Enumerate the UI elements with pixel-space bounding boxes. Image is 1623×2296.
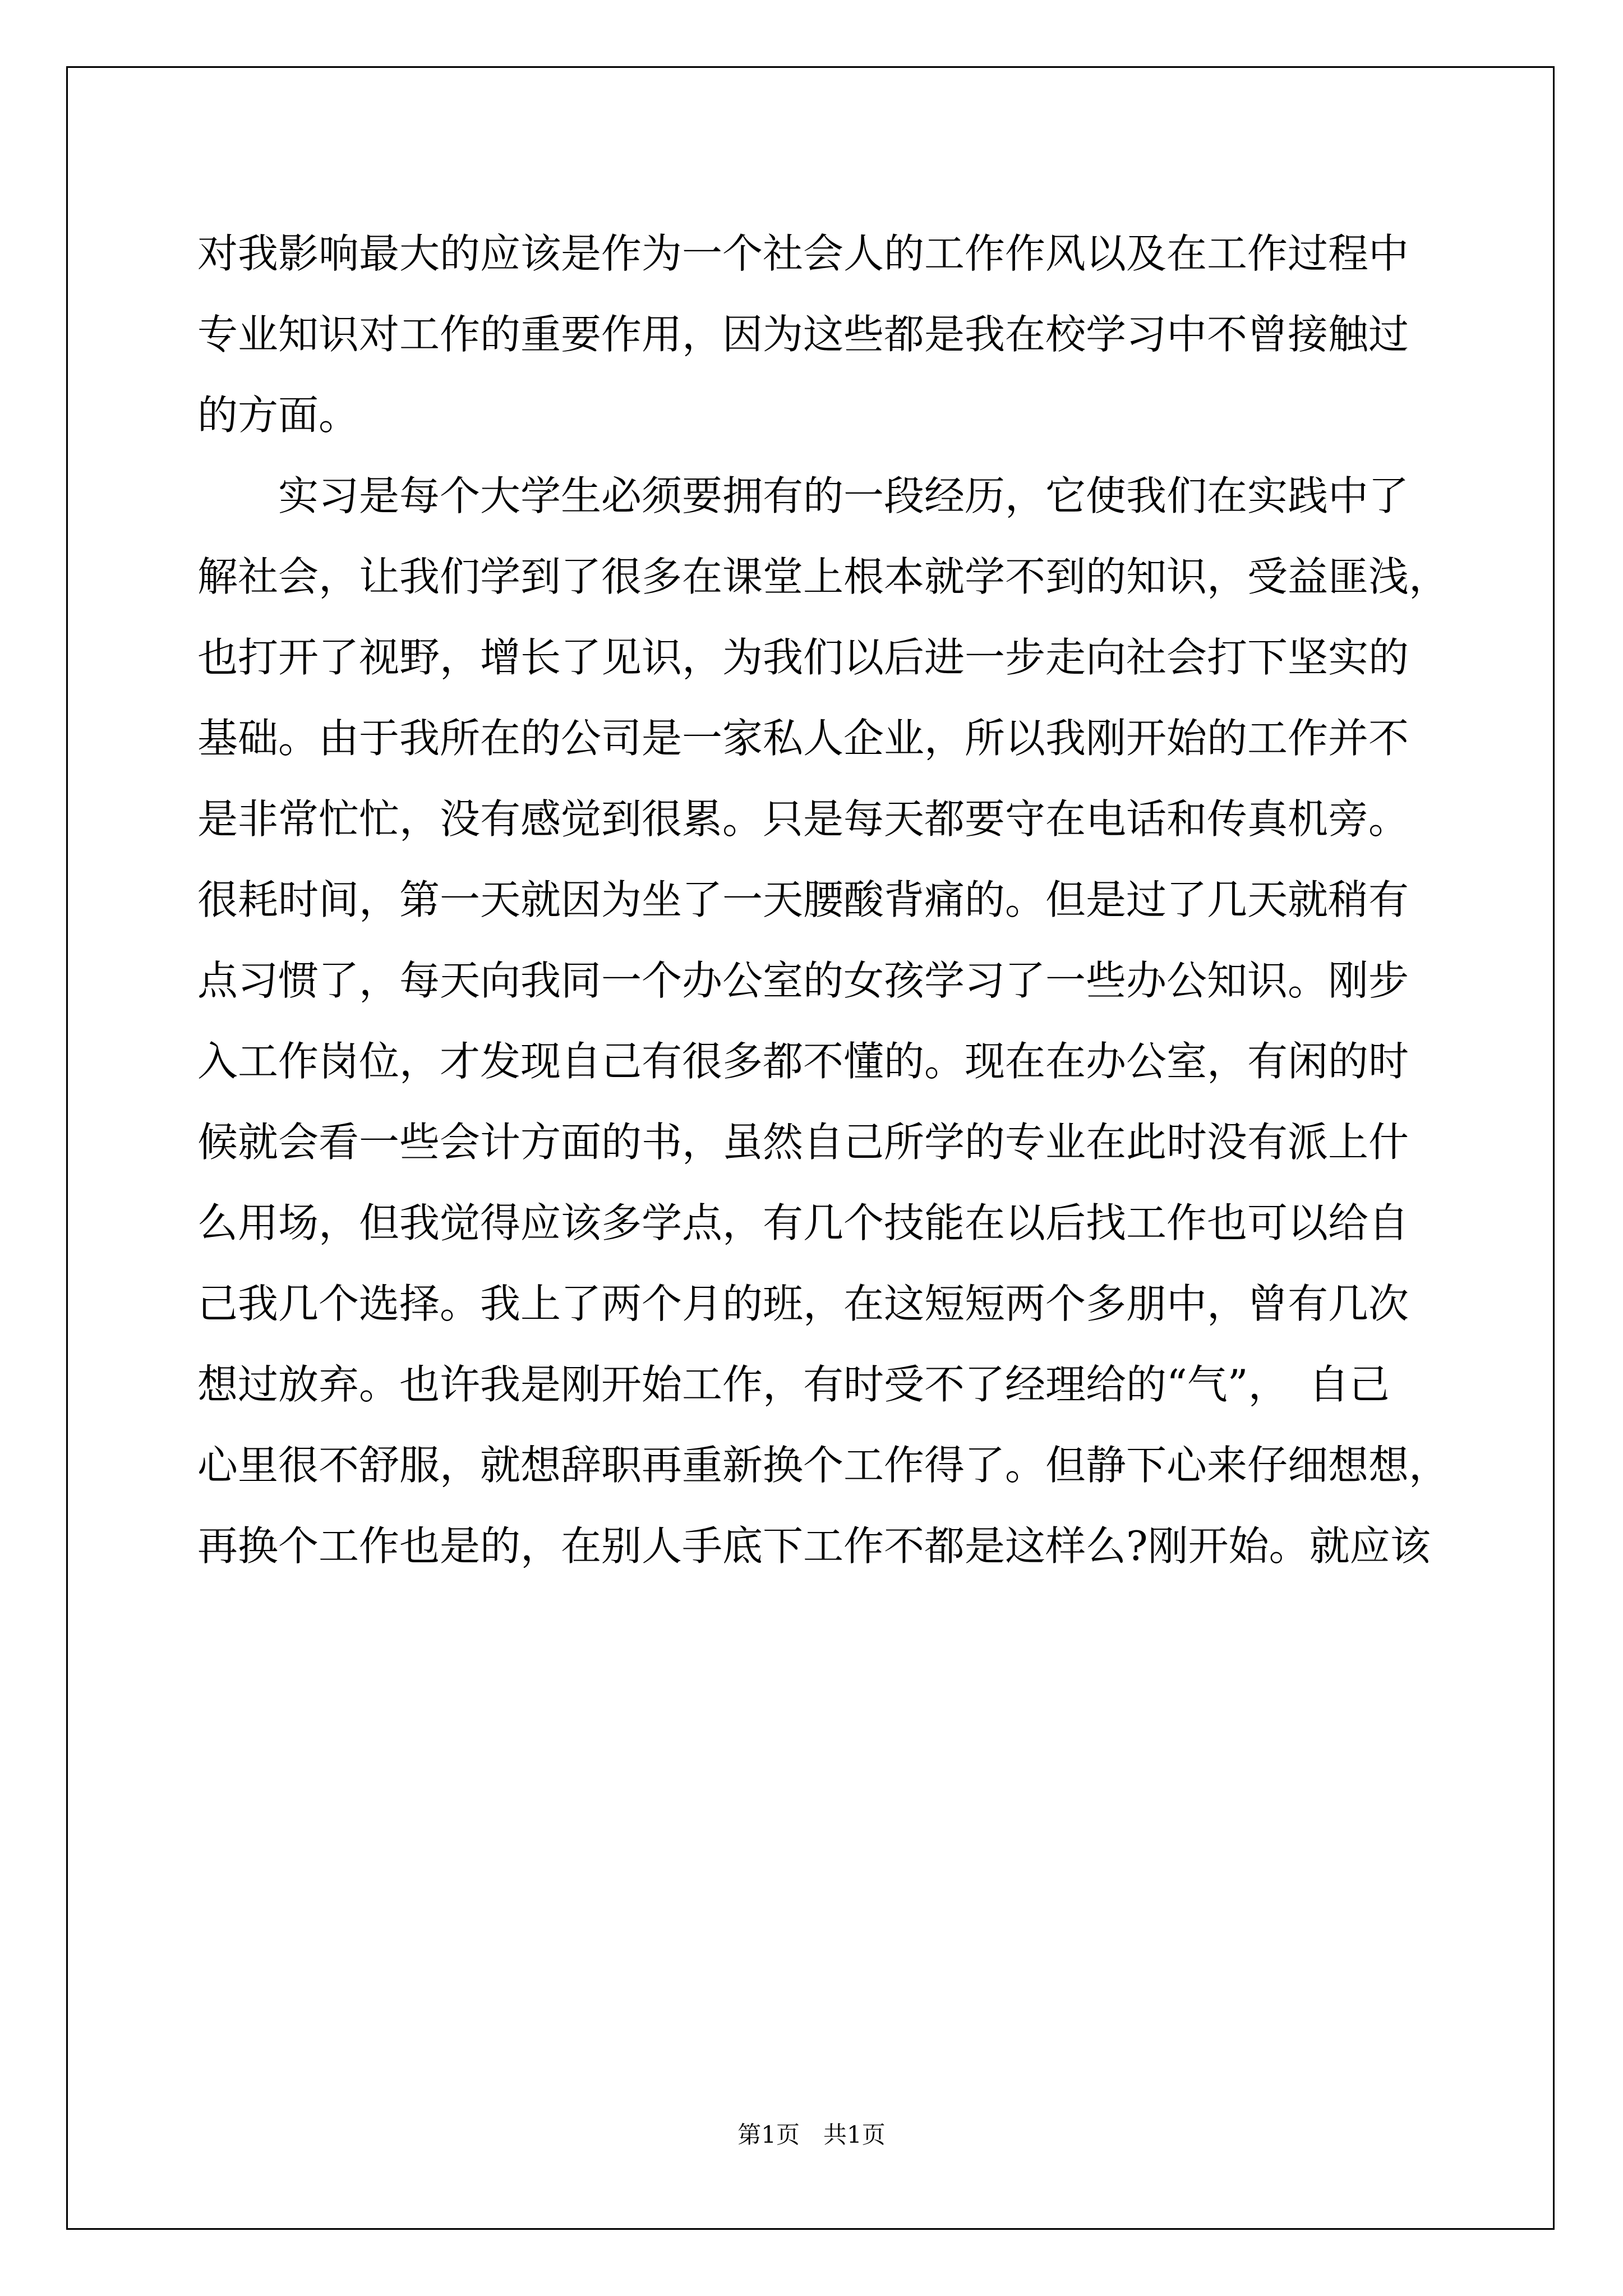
body-line-9: 很耗时间，第一天就因为坐了一天腰酸背痛的。但是过了几天就稍有 [197, 876, 1409, 923]
body-line-12: 候就会看一些会计方面的书，虽然自己所学的专业在此时没有派上什 [197, 1119, 1409, 1166]
body-line-17: 再换个工作也是的，在别人手底下工作不都是这样么?刚开始。就应该 [197, 1522, 1431, 1570]
body-line-16: 心里很不舒服，就想辞职再重新换个工作得了。但静下心来仔细想想， [197, 1442, 1450, 1489]
body-line-4: 实习是每个大学生必须要拥有的一段经历，它使我们在实践中了 [197, 472, 1409, 519]
body-line-13: 么用场，但我觉得应该多学点，有几个技能在以后找工作也可以给自 [197, 1199, 1409, 1246]
body-line-14: 己我几个选择。我上了两个月的班，在这短短两个多朋中，曾有几次 [197, 1280, 1409, 1327]
page-number-footer: 第1页 共1页 [737, 2121, 886, 2148]
body-line-3: 的方面。 [197, 392, 359, 439]
body-line-2: 专业知识对工作的重要作用，因为这些都是我在校学习中不曾接触过 [197, 311, 1409, 358]
body-line-8: 是非常忙忙，没有感觉到很累。只是每天都要守在电话和传真机旁。 [197, 795, 1409, 843]
body-line-1: 对我影响最大的应该是作为一个社会人的工作作风以及在工作过程中 [197, 230, 1409, 277]
body-line-15: 想过放弃。也许我是刚开始工作，有时受不了经理给的“气”， 自己 [197, 1361, 1390, 1408]
body-line-10: 点习惯了，每天向我同一个办公室的女孩学习了一些办公知识。刚步 [197, 957, 1409, 1004]
body-line-6: 也打开了视野，增长了见识，为我们以后进一步走向社会打下坚实的 [197, 634, 1409, 681]
body-line-5: 解社会，让我们学到了很多在课堂上根本就学不到的知识，受益匪浅， [197, 553, 1450, 600]
document-body [197, 213, 1450, 1586]
body-line-7: 基础。由于我所在的公司是一家私人企业，所以我刚开始的工作并不 [197, 715, 1409, 762]
body-line-11: 入工作岗位，才发现自己有很多都不懂的。现在在办公室，有闲的时 [197, 1038, 1409, 1085]
